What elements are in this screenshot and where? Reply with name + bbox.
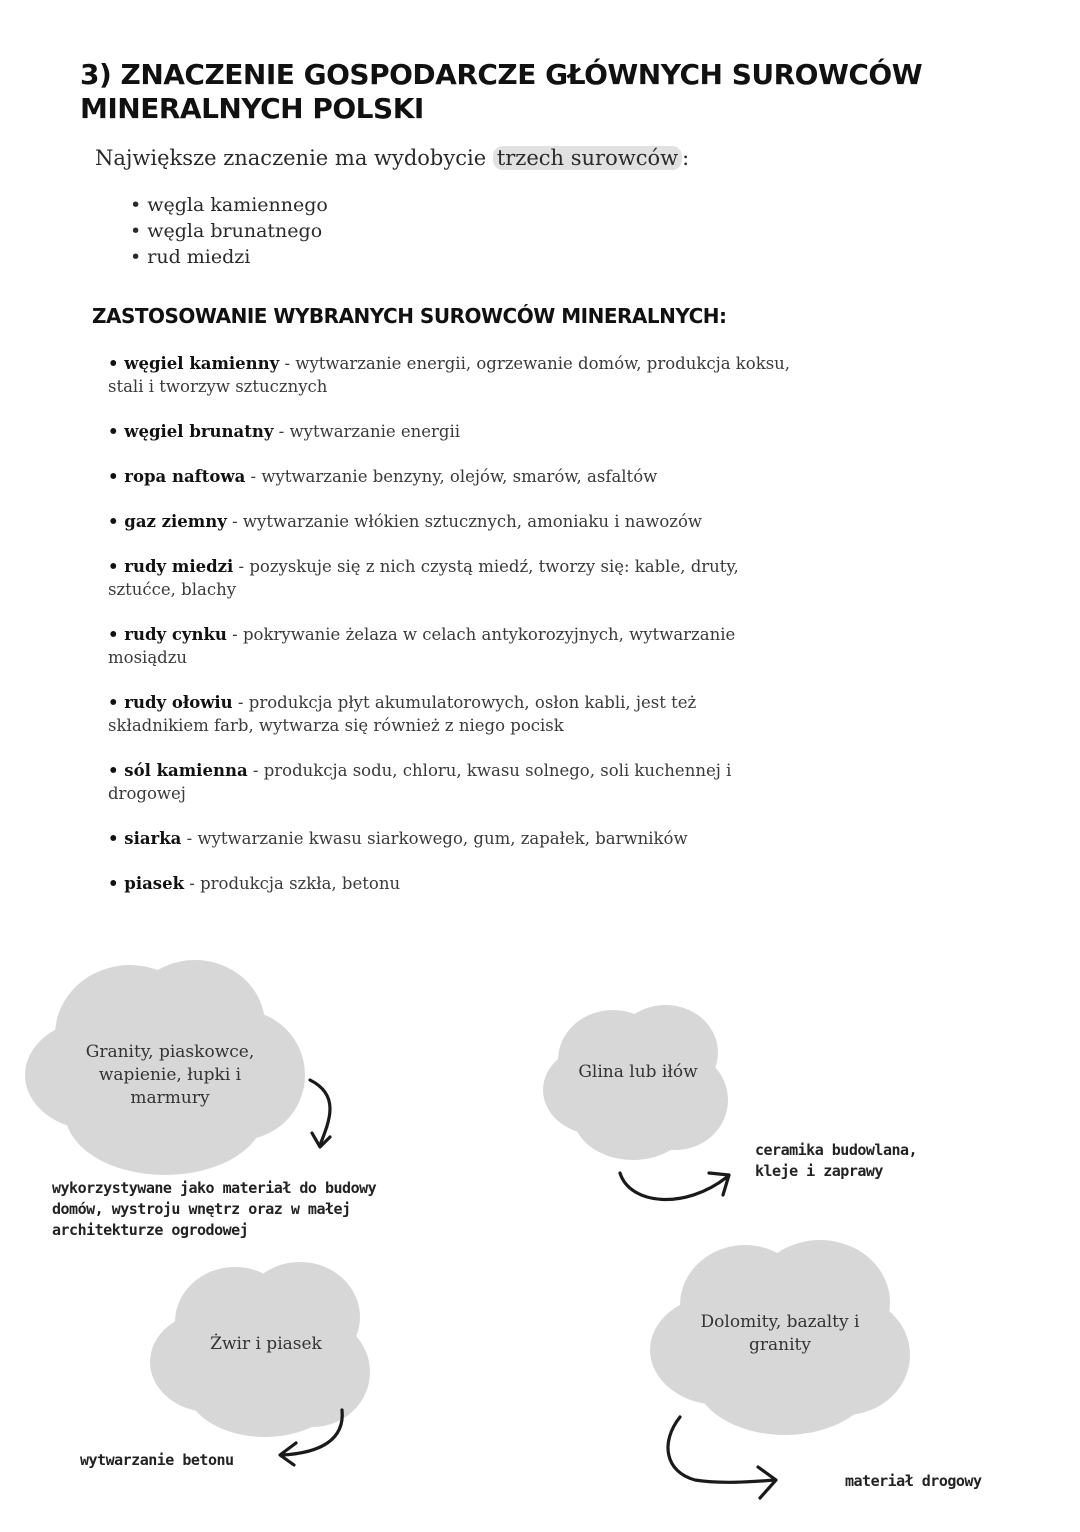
- gravel-note: wytwarzanie betonu: [80, 1451, 234, 1469]
- resource-name: rudy ołowiu: [124, 693, 233, 712]
- granite-cloud-text: Granity, piaskowce, wapienie, łupki i marmury: [85, 1042, 255, 1108]
- list-item: • węgla brunatnego: [130, 218, 328, 244]
- list-item: [108, 759, 798, 805]
- gravel-arrow: [270, 1405, 350, 1465]
- resource-name: rudy miedzi: [124, 557, 234, 576]
- clay-cloud-text: Glina lub iłów: [578, 1062, 698, 1082]
- resource-desc: - pokrywanie żelaza w celach antykorozyjnych, wytwarzanie mosiądzu: [108, 625, 736, 667]
- granite-note: wykorzystywane jako materiał do budowy domów, wystroju wnętrz oraz w małej architekturze ogrodowej: [52, 1179, 377, 1239]
- dolomite-arrow: [660, 1412, 785, 1507]
- granite-arrow: [300, 1075, 340, 1155]
- resource-name: piasek: [124, 874, 185, 893]
- resource-name: węgiel kamienny: [124, 354, 280, 373]
- intro-before: Największe znaczenie ma wydobycie: [95, 146, 493, 170]
- list-item: [108, 510, 798, 533]
- resource-desc: - wytwarzanie kwasu siarkowego, gum, zapałek, barwników: [181, 829, 688, 848]
- resource-desc: - wytwarzanie benzyny, olejów, smarów, asfaltów: [245, 467, 658, 486]
- main-resources-list: [130, 192, 328, 270]
- resource-desc: - produkcja szkła, betonu: [184, 874, 401, 893]
- list-item: [108, 623, 798, 669]
- list-item: [108, 352, 798, 398]
- intro-text: [95, 146, 689, 170]
- clay-arrow: [615, 1165, 740, 1215]
- resource-desc: - produkcja płyt akumulatorowych, osłon kabli, jest też składnikiem farb, wytwarza się również z niego pocisk: [108, 693, 697, 735]
- list-item: • węgla kamiennego: [130, 192, 328, 218]
- list-item: [108, 691, 798, 737]
- list-item: [108, 827, 798, 850]
- intro-highlight: trzech surowców: [493, 146, 682, 170]
- resource-name: gaz ziemny: [124, 512, 227, 531]
- gravel-cloud-text: Żwir i piasek: [210, 1334, 322, 1354]
- resource-desc: - wytwarzanie energii, ogrzewanie domów, produkcja koksu, stali i tworzyw sztucznych: [108, 354, 791, 396]
- dolomite-note: materiał drogowy: [845, 1472, 982, 1490]
- resource-desc: - produkcja sodu, chloru, kwasu solnego, soli kuchennej i drogowej: [108, 761, 732, 803]
- dolomite-cloud-text: Dolomity, bazalty i granity: [700, 1312, 860, 1355]
- page-title: 3) ZNACZENIE GOSPODARCZE GŁÓWNYCH SUROWCÓW MINERALNYCH POLSKI: [80, 58, 923, 125]
- list-item: [108, 872, 798, 895]
- resource-name: rudy cynku: [124, 625, 227, 644]
- resource-name: siarka: [124, 829, 182, 848]
- resource-desc: - wytwarzanie włókien sztucznych, amoniaku i nawozów: [226, 512, 703, 531]
- section-subtitle: ZASTOSOWANIE WYBRANYCH SUROWCÓW MINERALNYCH:: [92, 304, 727, 328]
- resource-name: sól kamienna: [124, 761, 248, 780]
- intro-after: :: [682, 146, 690, 170]
- resource-name: węgiel brunatny: [124, 422, 274, 441]
- clay-note: ceramika budowlana, kleje i zaprawy: [755, 1141, 918, 1180]
- resource-desc: - pozyskuje się z nich czystą miedź, tworzy się: kable, druty, sztućce, blachy: [108, 557, 739, 599]
- resource-desc: - wytwarzanie energii: [273, 422, 461, 441]
- resource-name: ropa naftowa: [124, 467, 246, 486]
- list-item: [108, 465, 798, 488]
- list-item: [108, 555, 798, 601]
- list-item: • rud miedzi: [130, 244, 328, 270]
- list-item: [108, 420, 798, 443]
